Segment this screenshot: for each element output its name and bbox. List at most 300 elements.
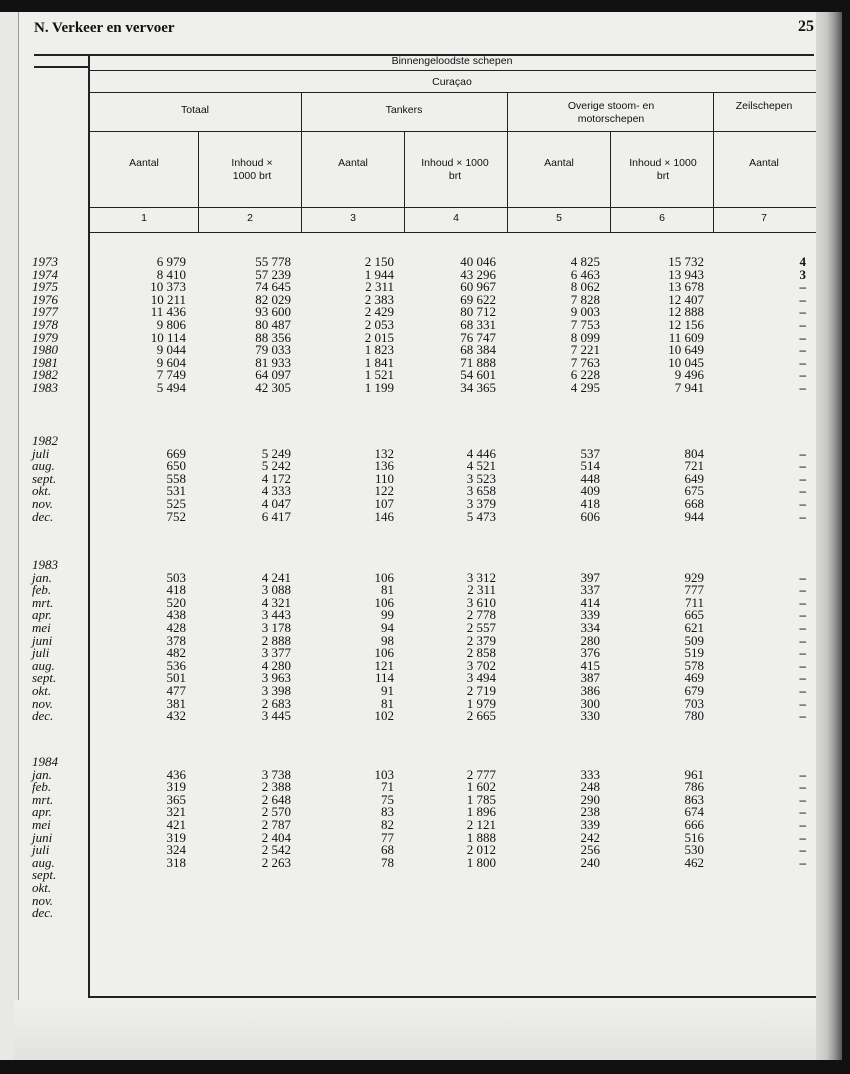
table-cell: 7 749 (156, 367, 186, 383)
table-cell (736, 907, 806, 920)
table-cell: 106 (374, 594, 394, 610)
column-c3 (324, 559, 394, 723)
table-cell: 290 (580, 791, 600, 807)
table-cell: 321 (166, 804, 186, 820)
column-c7 (736, 435, 806, 523)
table-cell (116, 882, 186, 895)
row-label: aug. (32, 458, 55, 474)
table-cell: 94 (381, 619, 394, 635)
row-label: 1981 (32, 354, 58, 370)
table-cell: 503 (166, 569, 186, 585)
table-cell: 558 (166, 470, 186, 486)
table-cell: 339 (580, 607, 600, 623)
table-cell: 12 407 (668, 291, 704, 307)
table-cell: 102 (374, 708, 394, 724)
table-cell: 3 523 (466, 470, 496, 486)
row-label: juli (32, 445, 50, 461)
table-cell: 6 417 (261, 508, 291, 524)
table-cell: 4 446 (466, 445, 496, 461)
table-cell: 397 (580, 569, 600, 585)
table-cell: 777 (684, 582, 704, 598)
right-page-edge (816, 12, 842, 1060)
table-cell: 300 (580, 695, 600, 711)
group-totaal: Totaal (180, 104, 210, 116)
table-cell: 4 825 (570, 254, 600, 269)
col-label-7: Aantal (749, 157, 779, 169)
table-cell: – (799, 495, 806, 511)
table-cell: 1 979 (466, 695, 496, 711)
row-label: nov. (32, 695, 54, 711)
table-cell: 578 (684, 657, 704, 673)
row-label: 1979 (32, 329, 58, 345)
table-cell: 81 933 (255, 354, 291, 370)
table-cell: 337 (580, 582, 600, 598)
table-cell: – (799, 657, 806, 673)
table-cell: 2 388 (261, 779, 291, 795)
table-cell: 514 (580, 458, 600, 474)
row-label: jan. (32, 766, 52, 782)
table-cell (116, 895, 186, 908)
table-cell: 5 242 (261, 458, 291, 474)
table-cell (116, 869, 186, 882)
row-label: okt. (32, 483, 52, 499)
table-cell: 2 379 (466, 632, 496, 648)
table-cell: 2 012 (466, 842, 496, 858)
table-cell: 3 658 (466, 483, 496, 499)
table-cell (736, 559, 806, 572)
table-cell: 2 121 (466, 816, 496, 832)
table-cell: 3 702 (466, 657, 496, 673)
table-cell: 75 (381, 791, 394, 807)
table-cell: 10 373 (150, 279, 186, 295)
column-c4 (426, 256, 496, 395)
table-cell: 2 665 (466, 708, 496, 724)
table-cell: 9 044 (156, 342, 186, 358)
table-cell: – (799, 695, 806, 711)
table-cell: 2 683 (261, 695, 291, 711)
table-cell: 4 172 (261, 470, 291, 486)
table-cell: – (799, 829, 806, 845)
table-cell: 82 (381, 816, 394, 832)
row-label: mei (32, 619, 51, 635)
group-tankers: Tankers (385, 104, 423, 116)
table-cell: 1 841 (364, 354, 394, 370)
row-label: apr. (32, 804, 52, 820)
table-cell: 1 521 (364, 367, 394, 383)
table-cell (324, 869, 394, 882)
table-cell: 929 (684, 569, 704, 585)
table-cell: 106 (374, 645, 394, 661)
row-label: 1982 (32, 367, 58, 383)
table-cell: 387 (580, 670, 600, 686)
table-cell: 2 311 (365, 279, 394, 295)
table-cell: 482 (166, 645, 186, 661)
col-label-5: Aantal (544, 157, 574, 169)
table-cell: 531 (166, 483, 186, 499)
table-cell: – (799, 470, 806, 486)
table-cell: – (799, 632, 806, 648)
table-cell: 669 (166, 445, 186, 461)
row-label: nov. (32, 892, 54, 908)
table-cell: – (799, 279, 806, 295)
table-cell: 804 (684, 445, 704, 461)
table-cell: 69 622 (460, 291, 496, 307)
table-cell: 8 410 (156, 266, 186, 282)
table-cell (634, 882, 704, 895)
table-cell: 961 (684, 766, 704, 782)
table-cell: 99 (381, 607, 394, 623)
table-cell: 519 (684, 645, 704, 661)
column-c5 (530, 559, 600, 723)
table-cell: 13 943 (668, 266, 704, 282)
row-label: 1976 (32, 291, 58, 307)
table-cell: 2 888 (261, 632, 291, 648)
table-cell (530, 869, 600, 882)
column-c5 (530, 435, 600, 523)
table-cell (736, 756, 806, 769)
table-cell: 42 305 (255, 379, 291, 395)
table-cell: 8 099 (570, 329, 600, 345)
table-cell: 7 828 (570, 291, 600, 307)
table-cell: 2 648 (261, 791, 291, 807)
table-cell (426, 907, 496, 920)
table-cell: 462 (684, 854, 704, 870)
table-cell: 4 333 (261, 483, 291, 499)
table-cell: – (799, 645, 806, 661)
table-cell: 6 463 (570, 266, 600, 282)
row-label: juni (32, 632, 53, 648)
row-label: juni (32, 829, 53, 845)
table-cell: 4 280 (261, 657, 291, 673)
table-cell: 280 (580, 632, 600, 648)
table-cell: 319 (166, 779, 186, 795)
table-cell: 863 (684, 791, 704, 807)
table-cell: – (799, 445, 806, 461)
table-cell: 1 944 (364, 266, 394, 282)
table-cell: 3 445 (261, 708, 291, 724)
table-cell: 2 263 (261, 854, 291, 870)
column-c6 (634, 559, 704, 723)
table-cell: 418 (166, 582, 186, 598)
table-cell: 77 (381, 829, 394, 845)
table-cell: 944 (684, 508, 704, 524)
table-cell: – (799, 508, 806, 524)
table-cell: 1 602 (466, 779, 496, 795)
table-cell: 240 (580, 854, 600, 870)
table-cell (324, 907, 394, 920)
table-cell: – (799, 854, 806, 870)
table-cell: – (799, 791, 806, 807)
table-cell: 3 494 (466, 670, 496, 686)
table-cell: 621 (684, 619, 704, 635)
table-cell: 2 383 (364, 291, 394, 307)
stub-divider (88, 54, 90, 998)
table-cell: – (799, 569, 806, 585)
table-cell: 107 (374, 495, 394, 511)
col-number-4: 4 (453, 212, 459, 224)
table-cell: 121 (374, 657, 394, 673)
table-cell: 3 963 (261, 670, 291, 686)
table-cell: 752 (166, 508, 186, 524)
table-cell: 5 494 (156, 379, 186, 395)
column-c7 (736, 256, 806, 395)
table-cell: 256 (580, 842, 600, 858)
table-cell: 3 178 (261, 619, 291, 635)
table-cell: 2 015 (364, 329, 394, 345)
table-cell: 650 (166, 458, 186, 474)
table-cell: 3 610 (466, 594, 496, 610)
table-cell: – (799, 379, 806, 395)
row-label: feb. (32, 582, 52, 598)
table-cell: 64 097 (255, 367, 291, 383)
table-cell: 3 088 (261, 582, 291, 598)
table-cell: 81 (381, 582, 394, 598)
table-cell: 2 787 (261, 816, 291, 832)
table-cell: 5 473 (466, 508, 496, 524)
table-cell: 2 311 (467, 582, 496, 598)
table-cell (736, 882, 806, 895)
table-cell: 786 (684, 779, 704, 795)
column-c7 (736, 559, 806, 723)
table-cell (221, 882, 291, 895)
table-cell: 79 033 (255, 342, 291, 358)
table-cell: 2 777 (466, 766, 496, 782)
col-number-5: 5 (556, 212, 562, 224)
table-cell: 4 047 (261, 495, 291, 511)
table-cell: 10 211 (150, 291, 186, 307)
column-c5 (530, 256, 600, 395)
table-cell: 43 296 (460, 266, 496, 282)
table-cell: 2 429 (364, 304, 394, 320)
table-cell: 318 (166, 854, 186, 870)
table-cell: 448 (580, 470, 600, 486)
row-label: 1973 (32, 254, 58, 269)
table-cell: 428 (166, 619, 186, 635)
table-cell: 40 046 (460, 254, 496, 269)
table-cell (634, 869, 704, 882)
table-cell: – (799, 354, 806, 370)
table-cell: 536 (166, 657, 186, 673)
table-cell: 711 (684, 594, 704, 610)
row-labels (32, 435, 58, 523)
table-cell: 1 888 (466, 829, 496, 845)
row-label: mei (32, 816, 51, 832)
table-cell: 334 (580, 619, 600, 635)
table-cell: 780 (684, 708, 704, 724)
table-cell: 409 (580, 483, 600, 499)
table-cell: 5 249 (261, 445, 291, 461)
table-cell: 55 778 (255, 254, 291, 269)
row-label: aug. (32, 657, 55, 673)
table-cell (426, 882, 496, 895)
table-cell: 1 199 (364, 379, 394, 395)
table-cell: 15 732 (668, 254, 704, 269)
table-cell: 248 (580, 779, 600, 795)
row-label: 1984 (32, 754, 58, 769)
table-cell: 668 (684, 495, 704, 511)
left-page-edge (0, 12, 19, 1060)
table-cell: 93 600 (255, 304, 291, 320)
row-labels (32, 756, 58, 920)
col-label-1: Aantal (129, 157, 159, 169)
row-label: apr. (32, 607, 52, 623)
table-cell: – (799, 670, 806, 686)
table-cell (221, 869, 291, 882)
table-cell: 122 (374, 483, 394, 499)
bottom-rule (88, 996, 816, 998)
row-label: juli (32, 645, 50, 661)
row-labels (32, 559, 58, 723)
row-label: sept. (32, 670, 57, 686)
table-cell: 3 443 (261, 607, 291, 623)
table-cell: 7 753 (570, 316, 600, 332)
table-cell: 106 (374, 569, 394, 585)
column-c3 (324, 756, 394, 920)
table-cell (736, 895, 806, 908)
row-label: 1982 (32, 433, 58, 448)
column-c6 (634, 256, 704, 395)
table-cell: 7 941 (674, 379, 704, 395)
table-cell: 98 (381, 632, 394, 648)
column-c2 (221, 756, 291, 920)
column-c4 (426, 435, 496, 523)
col-label-4: Inhoud × 1000 brt (421, 157, 489, 182)
section-title: N. Verkeer en vervoer (34, 20, 175, 36)
table-cell: 2 719 (466, 682, 496, 698)
table-cell: 12 156 (668, 316, 704, 332)
table-cell (530, 895, 600, 908)
table-cell: 10 045 (668, 354, 704, 370)
row-label: 1980 (32, 342, 58, 358)
table-cell: 11 436 (150, 304, 186, 320)
table-cell: 81 (381, 695, 394, 711)
table-cell: 415 (580, 657, 600, 673)
col-number-7: 7 (761, 212, 767, 224)
table-cell: 6 228 (570, 367, 600, 383)
table-cell: 376 (580, 645, 600, 661)
row-label: 1977 (32, 304, 58, 320)
table-cell: 319 (166, 829, 186, 845)
table-cell: – (799, 779, 806, 795)
table-cell: 1 823 (364, 342, 394, 358)
column-c3 (324, 435, 394, 523)
table-cell: – (799, 842, 806, 858)
table-cell: 3 738 (261, 766, 291, 782)
table-cell: 421 (166, 816, 186, 832)
col-label-6: Inhoud × 1000 brt (629, 157, 697, 182)
table-cell: 83 (381, 804, 394, 820)
column-c3 (324, 256, 394, 395)
bottom-margin (14, 1000, 840, 1060)
table-cell (736, 869, 806, 882)
table-cell: 509 (684, 632, 704, 648)
table-cell: 1 896 (466, 804, 496, 820)
table-cell: – (799, 291, 806, 307)
row-labels (32, 256, 58, 395)
table-cell: 57 239 (255, 266, 291, 282)
row-label: dec. (32, 905, 54, 921)
table-cell: 2 778 (466, 607, 496, 623)
table-cell: – (799, 367, 806, 383)
table-cell: 9 604 (156, 354, 186, 370)
table-cell: 146 (374, 508, 394, 524)
table-cell (221, 895, 291, 908)
col-label-2: Inhoud × 1000 brt (231, 157, 273, 182)
table-cell: 110 (374, 470, 394, 486)
table-cell: 469 (684, 670, 704, 686)
row-label: juli (32, 842, 50, 858)
table-cell: – (799, 816, 806, 832)
table-cell: 1 800 (466, 854, 496, 870)
row-label: nov. (32, 495, 54, 511)
table-cell: 679 (684, 682, 704, 698)
table-cell: 721 (684, 458, 704, 474)
column-c2 (221, 256, 291, 395)
table-cell: 6 979 (156, 254, 186, 269)
table-cell: 54 601 (460, 367, 496, 383)
table-subtitle: Curaçao (432, 76, 472, 88)
table-cell: 418 (580, 495, 600, 511)
table-cell: 649 (684, 470, 704, 486)
table-cell: 9 003 (570, 304, 600, 320)
table-cell: – (799, 766, 806, 782)
table-cell: 10 649 (668, 342, 704, 358)
table-cell: 68 384 (460, 342, 496, 358)
table-cell: – (799, 619, 806, 635)
table-cell: 365 (166, 791, 186, 807)
table-cell: – (799, 594, 806, 610)
row-label: sept. (32, 867, 57, 883)
table-cell: 68 (381, 842, 394, 858)
table-cell: 414 (580, 594, 600, 610)
table-cell: 1 785 (466, 791, 496, 807)
table-cell: 4 241 (261, 569, 291, 585)
table-cell: 438 (166, 607, 186, 623)
table-cell (426, 895, 496, 908)
column-c1 (116, 435, 186, 523)
table-cell: 665 (684, 607, 704, 623)
table-cell: 2 858 (466, 645, 496, 661)
group-zeilschepen: Zeilschepen (735, 100, 793, 112)
table-cell: 674 (684, 804, 704, 820)
table-cell: 9 806 (156, 316, 186, 332)
row-label: dec. (32, 708, 54, 724)
table-cell: 666 (684, 816, 704, 832)
table-cell: 68 331 (460, 316, 496, 332)
table-cell: – (799, 304, 806, 320)
table-cell: 530 (684, 842, 704, 858)
col-label-3: Aantal (338, 157, 368, 169)
row-label: 1974 (32, 266, 58, 282)
col-number-2: 2 (247, 212, 253, 224)
table-cell: 520 (166, 594, 186, 610)
row-label: 1983 (32, 557, 58, 572)
table-cell: 537 (580, 445, 600, 461)
table-cell: 3 398 (261, 682, 291, 698)
table-cell: – (799, 483, 806, 499)
table-cell: 2 542 (261, 842, 291, 858)
table-cell: 82 029 (255, 291, 291, 307)
table-cell: 71 888 (460, 354, 496, 370)
table-cell (426, 869, 496, 882)
table-cell: 2 150 (364, 254, 394, 269)
column-c2 (221, 435, 291, 523)
row-label: jan. (32, 569, 52, 585)
group-overige: Overige stoom- en motorschepen (567, 100, 655, 125)
row-label: okt. (32, 879, 52, 895)
col-number-1: 1 (141, 212, 147, 224)
table-cell: 381 (166, 695, 186, 711)
